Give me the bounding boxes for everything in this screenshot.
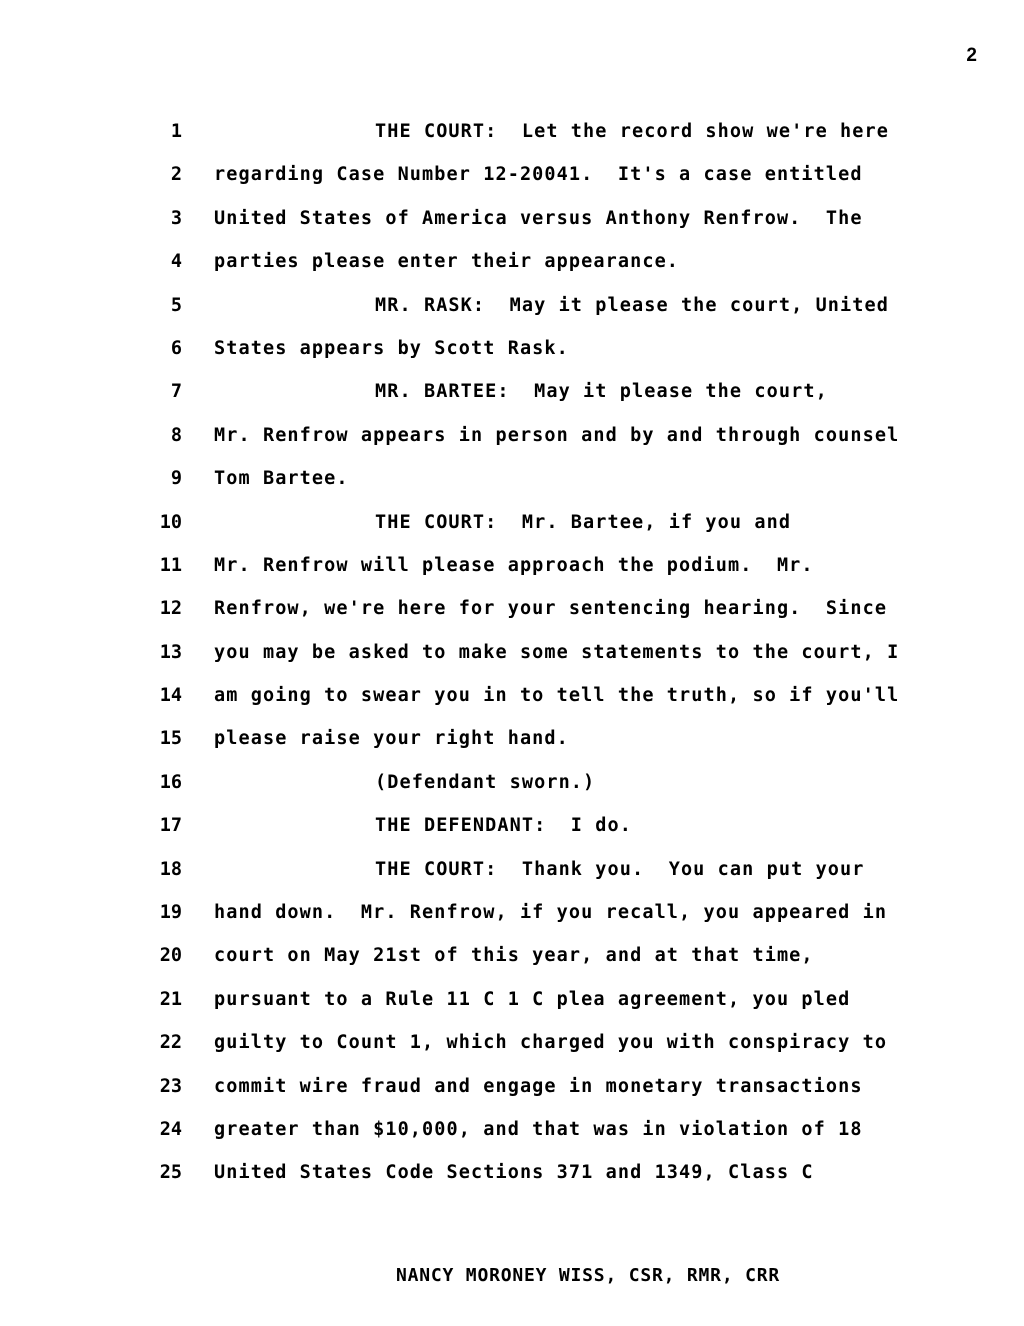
- line-text: am going to swear you in to tell the truth, so if you'll: [214, 685, 900, 707]
- line-text: parties please enter their appearance.: [214, 251, 680, 273]
- transcript-line: [0, 153, 1024, 196]
- line-number: 5: [170, 294, 182, 316]
- line-text: States appears by Scott Rask.: [214, 337, 569, 359]
- transcript-line: [0, 761, 1024, 804]
- line-number: 9: [170, 468, 182, 490]
- line-number: 13: [159, 641, 182, 663]
- line-number: 16: [159, 771, 182, 793]
- line-number: 25: [159, 1162, 182, 1184]
- line-number: 11: [159, 554, 182, 576]
- line-number: 22: [159, 1032, 182, 1054]
- line-number: 18: [159, 858, 182, 880]
- line-number: 20: [159, 945, 182, 967]
- line-number: 24: [159, 1118, 182, 1140]
- transcript-line: [0, 934, 1024, 977]
- transcript-line: [0, 804, 1024, 847]
- line-number: 14: [159, 685, 182, 707]
- line-text: regarding Case Number 12-20041. It's a case entitled: [214, 164, 863, 186]
- line-number: 6: [170, 337, 182, 359]
- transcript-line: [0, 717, 1024, 760]
- line-number: 15: [159, 728, 182, 750]
- line-text: Mr. Renfrow will please approach the podium. Mr.: [214, 554, 814, 576]
- line-number: 23: [159, 1075, 182, 1097]
- line-number: 12: [159, 598, 182, 620]
- line-text: guilty to Count 1, which charged you with conspiracy to: [214, 1032, 888, 1054]
- line-text: Tom Bartee.: [214, 468, 349, 490]
- transcript-line: [0, 1021, 1024, 1064]
- line-text: Renfrow, we're here for your sentencing hearing. Since: [214, 598, 888, 620]
- transcript-line: [0, 197, 1024, 240]
- line-number: 3: [170, 207, 182, 229]
- transcript-line: [0, 501, 1024, 544]
- line-text: THE DEFENDANT: I do.: [375, 815, 632, 837]
- line-text: you may be asked to make some statements to the court, I: [214, 641, 900, 663]
- transcript-line: [0, 848, 1024, 891]
- line-text: greater than $10,000, and that was in violation of 18: [214, 1118, 863, 1140]
- transcript-line: [0, 674, 1024, 717]
- line-text: THE COURT: Thank you. You can put your: [375, 858, 865, 880]
- line-number: 7: [170, 381, 182, 403]
- transcript-line: [0, 978, 1024, 1021]
- line-text: THE COURT: Let the record show we're here: [375, 121, 889, 142]
- transcript-line: [0, 284, 1024, 327]
- transcript-line: [0, 414, 1024, 457]
- line-number: 19: [159, 902, 182, 924]
- line-text: United States of America versus Anthony Renfrow. The: [214, 207, 863, 229]
- line-number: 17: [159, 815, 182, 837]
- transcript-line: [0, 587, 1024, 630]
- transcript-line: [0, 240, 1024, 283]
- transcript-line: [0, 1065, 1024, 1108]
- transcript-body: [0, 110, 1024, 1195]
- reporter-footer: NANCY MORONEY WISS, CSR, RMR, CRR: [395, 1265, 781, 1286]
- transcript-line: [0, 370, 1024, 413]
- transcript-line: [0, 631, 1024, 674]
- transcript-line: [0, 110, 1024, 153]
- line-number: 4: [170, 251, 182, 273]
- line-text: MR. RASK: May it please the court, United: [375, 294, 889, 316]
- line-text: Mr. Renfrow appears in person and by and through counsel: [214, 424, 900, 446]
- line-text: commit wire fraud and engage in monetary transactions: [214, 1075, 863, 1097]
- line-text: please raise your right hand.: [214, 728, 569, 750]
- line-text: (Defendant sworn.): [375, 771, 596, 793]
- transcript-line: [0, 1108, 1024, 1151]
- line-number: 10: [159, 511, 182, 533]
- line-text: hand down. Mr. Renfrow, if you recall, you appeared in: [214, 902, 888, 924]
- transcript-line: [0, 891, 1024, 934]
- line-number: 2: [170, 164, 182, 186]
- transcript-line: [0, 1151, 1024, 1194]
- transcript-line: [0, 457, 1024, 500]
- line-text: United States Code Sections 371 and 1349, Class C: [214, 1162, 814, 1184]
- line-text: pursuant to a Rule 11 C 1 C plea agreement, you pled: [214, 988, 851, 1010]
- line-number: 21: [159, 988, 182, 1010]
- transcript-line: [0, 327, 1024, 370]
- line-text: MR. BARTEE: May it please the court,: [375, 381, 828, 403]
- line-text: court on May 21st of this year, and at that time,: [214, 945, 814, 967]
- line-number: 1: [170, 121, 182, 142]
- transcript-line: [0, 544, 1024, 587]
- page-number: 2: [966, 45, 977, 66]
- line-text: THE COURT: Mr. Bartee, if you and: [375, 511, 792, 533]
- line-number: 8: [170, 424, 182, 446]
